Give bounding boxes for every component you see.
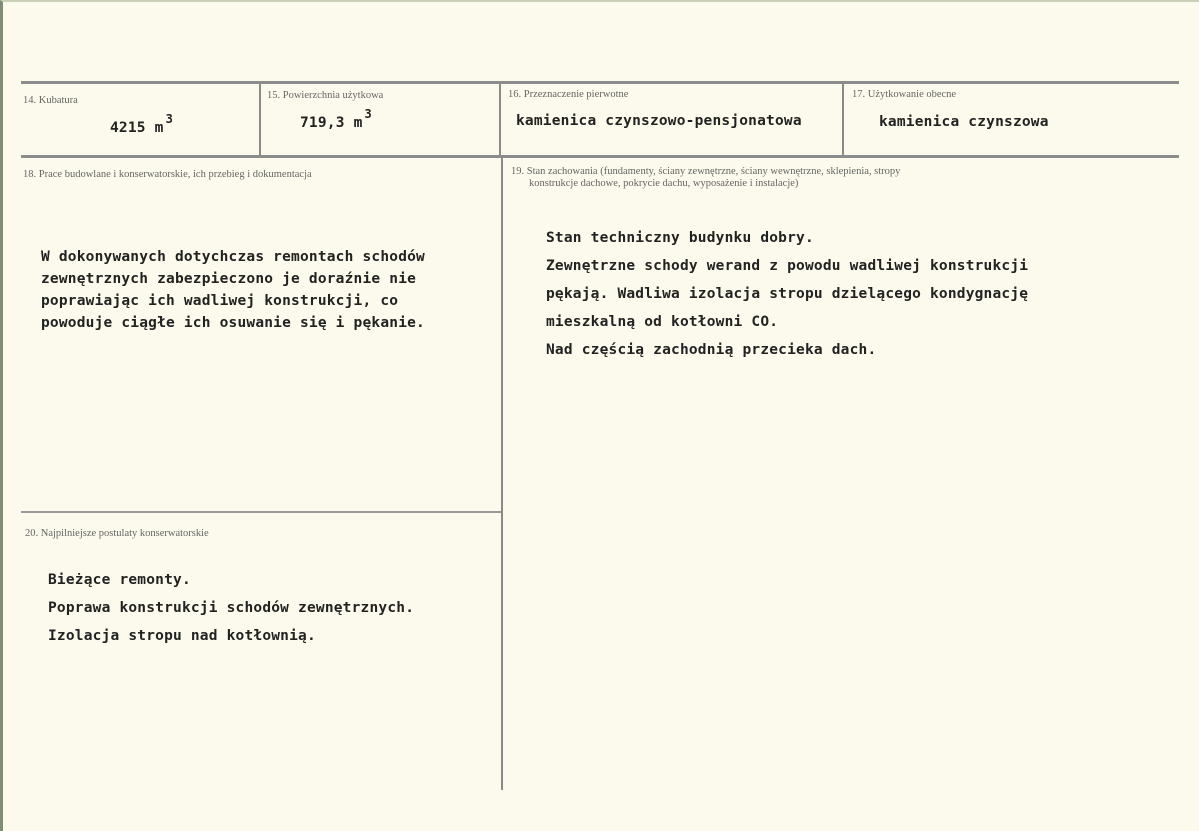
field-20-line: Bieżące remonty. [48,572,191,588]
divider-main [501,157,503,790]
field-18-line: poprawiając ich wadliwej konstrukcji, co [41,293,399,309]
field-18-line: zewnętrznych zabezpieczono je doraźnie nie [41,271,417,287]
field-14-value [110,112,174,142]
field-19-line: pękają. Wadliwa izolacja stropu dzielącego kondygnację [546,286,1029,302]
field-20-label: 20. Najpilniejsze postulaty konserwatorskie [25,528,209,539]
field-19-line: Zewnętrzne schody werand z powodu wadliwej konstrukcji [546,258,1029,274]
field-20-text [48,566,414,650]
rule-top [21,81,1179,84]
field-14-unit-exponent: 3 [165,112,174,126]
field-17-value: kamienica czynszowa [879,114,1049,130]
field-19-line: Stan techniczny budynku dobry. [546,230,814,246]
field-15-label: 15. Powierzchnia użytkowa [267,90,384,101]
field-16-value: kamienica czynszowo-pensjonatowa [516,113,802,129]
field-19-line: Nad częścią zachodnią przecieka dach. [546,342,877,358]
field-18-line: W dokonywanych dotychczas remontach schodów [41,249,425,265]
field-19-text [546,224,1028,364]
field-20-line: Izolacja stropu nad kotłownią. [48,628,316,644]
field-19-label-line: 19. Stan zachowania (fundamenty, ściany zewnętrzne, ściany wewnętrzne, sklepienia, stropy [511,166,901,177]
field-18-line: powoduje ciągłe ich osuwanie się i pękanie. [41,315,425,331]
rule-left-lower [21,511,501,513]
divider-16-17 [842,83,844,156]
field-20-line: Poprawa konstrukcji schodów zewnętrznych. [48,600,415,616]
field-19-label-line: konstrukcje dachowe, pokrycie dachu, wyposażenie i instalacje) [529,178,799,189]
field-14-number: 4215 m [110,120,164,136]
divider-15-16 [499,83,501,156]
field-15-unit-exponent: 3 [364,107,372,121]
field-16-label: 16. Przeznaczenie pierwotne [508,89,629,100]
field-19-line: mieszkalną od kotłowni CO. [546,314,779,330]
field-15-number: 719,3 m [300,115,363,131]
field-19-label [511,166,900,190]
rule-middle [21,155,1179,158]
field-15-value [300,107,372,137]
field-14-label: 14. Kubatura [23,95,78,106]
divider-14-15 [259,83,261,156]
field-18-text [41,246,425,334]
field-18-label: 18. Prace budowlane i konserwatorskie, ich przebieg i dokumentacja [23,169,312,180]
field-17-label: 17. Użytkowanie obecne [852,89,957,100]
